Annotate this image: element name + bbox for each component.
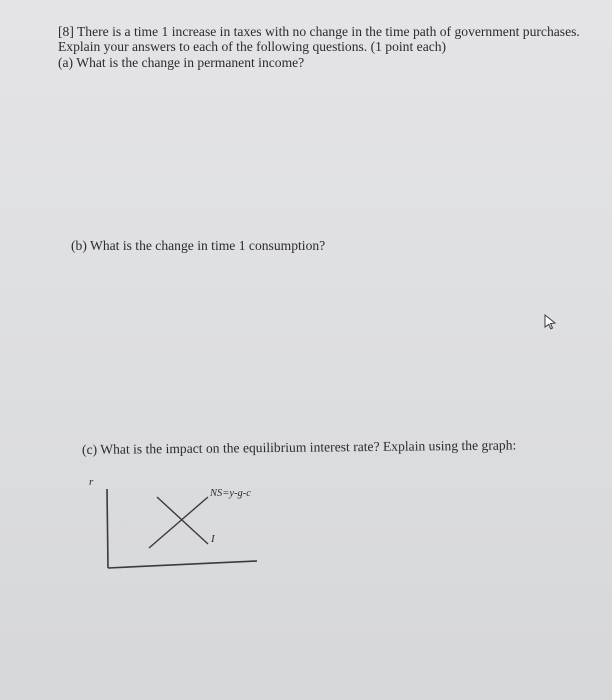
x-axis — [108, 561, 257, 568]
investment-curve-label: I — [211, 533, 215, 545]
ns-curve-label: NS=y-g-c — [210, 488, 251, 499]
question-header: [8] There is a time 1 increase in taxes with no change in the time path of government purchases. — [58, 24, 580, 39]
question-part-a: (a) What is the change in permanent income? — [58, 55, 305, 70]
question-part-b: (b) What is the change in time 1 consumption? — [71, 238, 326, 253]
ns-curve — [149, 497, 208, 548]
mouse-pointer-icon — [543, 314, 557, 330]
question-part-c: (c) What is the impact on the equilibrium interest rate? Explain using the graph: — [81, 437, 517, 457]
y-axis-label: r — [89, 476, 94, 488]
y-axis — [107, 489, 108, 568]
investment-curve — [157, 497, 208, 544]
question-instructions: Explain your answers to each of the following questions. (1 point each) — [58, 39, 447, 54]
